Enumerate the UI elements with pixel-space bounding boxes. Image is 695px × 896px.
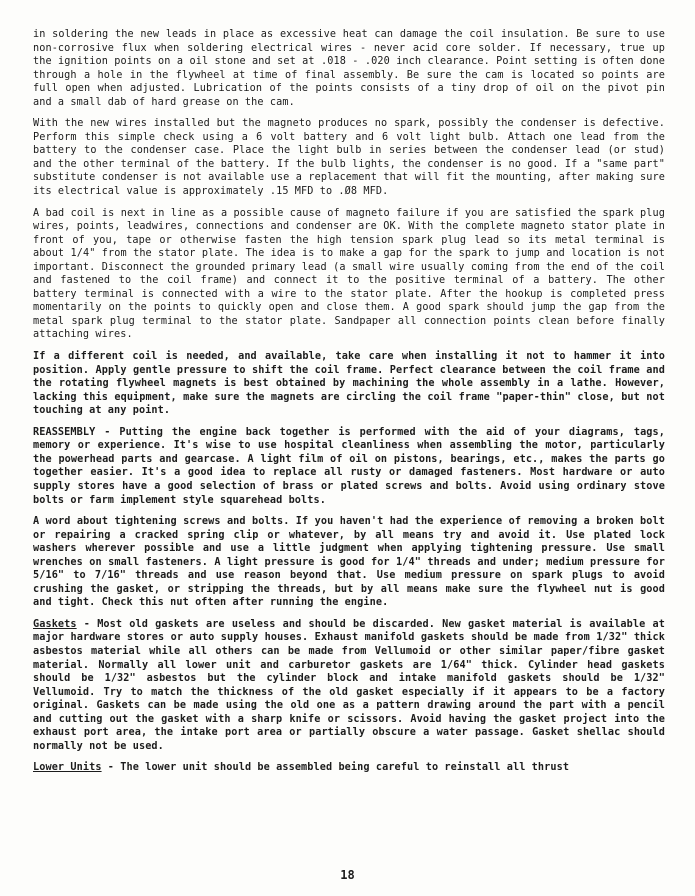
paragraph-lower-units bbox=[33, 761, 665, 775]
paragraph-gaskets bbox=[33, 618, 665, 753]
paragraph-condenser-check bbox=[33, 117, 665, 198]
page-number: 18 bbox=[340, 868, 355, 882]
paragraph-different-coil bbox=[33, 350, 665, 418]
paragraph-soldering bbox=[33, 28, 665, 109]
paragraph-text: in soldering the new leads in place as excessive heat can damage the coil insulation. Be sure to use non-corrosive flux when soldering electrical wires - never acid core solder. If necessary, true up the ignition points on a oil stone and set at .018 - .020 inch clearance. Point setting is often done through a hole in the flywheel at time of final assembly. Be sure the cam is located so points are full open when adjusted. Lubrication of the points consists of a tiny drop of oil on the pivot pin and a small dab of hard grease on the cam. bbox=[33, 29, 665, 108]
paragraph-bad-coil bbox=[33, 207, 665, 342]
paragraph-reassembly bbox=[33, 426, 665, 507]
paragraph-text: A word about tightening screws and bolts. If you haven't had the experience of removing a broken bolt or repairing a cracked spring clip or whatever, by all means try and avoid it. Use plated lock washers wherever possible and use a little judgment when applying tightening pressure. Use small wrenches on small fasteners. A light pressure is good for 1/4" threads and under; medium pressure for 5/16" to 7/16" threads and use reason beyond that. Use medium pressure on spark plugs to avoid crushing the gasket, or stripping the threads, but by all means make sure the flywheel nut is good and tight. Check this nut often after running the engine. bbox=[33, 516, 665, 609]
paragraph-tightening bbox=[33, 515, 665, 610]
paragraph-text: - Most old gaskets are useless and should be discarded. New gasket material is available at major hardware stores or auto supply houses. Exhaust manifold gaskets should be made from 1/32" thick asbestos material while all others can be made from Vellumoid or other similar paper/fibre gasket material. Normally all lower unit and carburetor gaskets are 1/64" thick. Cylinder head gaskets should be 1/32" asbestos but the cylinder block and intake manifold gaskets should be 1/32" Vellumoid. Try to match the thickness of the old gasket especially if it appears to be a factory original. Gaskets can be made using the old one as a pattern drawing around the part with a pencil and cutting out the gasket with a sharp knife or scissors. Avoid having the gasket project into the exhaust port area, the intake port area or partially obscure a water passage. Gasket shellac should normally not be used. bbox=[33, 618, 665, 752]
section-heading-lower-units: Lower Units bbox=[33, 762, 102, 774]
paragraph-text: REASSEMBLY - Putting the engine back together is performed with the aid of your diagrams, tags, memory or experience. It's wise to use hospital cleanliness when assembling the motor, particularly the powerhead parts and gearcase. A light film of oil on pistons, bearings, etc., makes the parts go together easier. It's a good idea to replace all rusty or damaged fasteners. Most hardware or auto supply stores have a good selection of brass or plated screws and bolts. Avoid using ordinary stove bolts or farm implement style squarehead bolts. bbox=[33, 426, 665, 506]
paragraph-text: - The lower unit should be assembled being careful to reinstall all thrust bbox=[101, 762, 570, 774]
paragraph-text: If a different coil is needed, and available, take care when installing it not to hammer it into position. Apply gentle pressure to shift the coil frame. Perfect clearance between the coil frame and the rotating flywheel magnets is best obtained by machining the whole assembly in a lathe. However, lacking this equipment, make sure the magnets are circling the coil frame "paper-thin" close, but not touching at any point. bbox=[33, 351, 665, 417]
paragraph-text: A bad coil is next in line as a possible cause of magneto failure if you are satisfied the spark plug wires, points, leadwires, connections and condenser are OK. With the complete magneto stator plate in front of you, tape or otherwise fasten the high tension spark plug lead so its metal terminal is about 1/4" from the stator plate. The idea is to make a gap for the spark to jump and location is not important. Disconnect the grounded primary lead (a small wire usually coming from the end of the coil and fastened to the coil frame) and connect it to the positive terminal of a battery. The other battery terminal is connected with a wire to the stator plate. After the hookup is completed press momentarily on the points to quickly open and close them. A good spark should jump the gap from the metal spark plug terminal to the stator plate. Sandpaper all connection points clean before finally attaching wires. bbox=[33, 207, 665, 341]
paragraph-text: With the new wires installed but the magneto produces no spark, possibly the condenser is defective. Perform this simple check using a 6 volt battery and 6 volt light bulb. Attach one lead from the battery to the condenser case. Place the light bulb in series between the condenser lead (or stud) and the other terminal of the battery. If the bulb lights, the condenser is no good. If a "same part" substitute condenser is not available use a replacement that will fit the mounting, after making sure its electrical value is approximately .15 MFD to .Ø8 MFD. bbox=[33, 118, 665, 198]
section-heading-gaskets: Gaskets bbox=[33, 618, 77, 630]
